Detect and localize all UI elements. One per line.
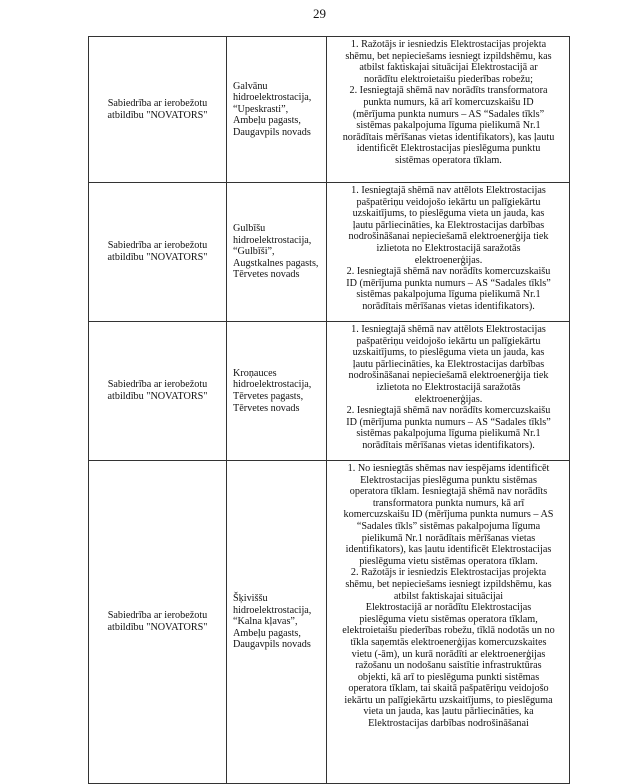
remarks-text [331,324,566,452]
object-line: Ambeļu pagasts, [233,115,301,127]
object-line: hidroelektrostacija, [233,604,312,616]
object-line: “Upeskrasti”, [233,103,289,115]
remark-line: pašpatēriņu veidojošo iekārtu un palīgiekārtu [356,335,541,347]
remark-line: norādītais mērīšanas vietas identifikators), kas ļautu [342,131,555,143]
stations-table [88,36,570,784]
remarks-text [331,39,566,167]
remark-line: 2. Iesniegtajā shēmā nav norādīts transformatora [349,85,548,97]
page-number: 29 [313,6,326,21]
remark-line: norādītais mērīšanas vietas identifikators). [362,439,535,451]
object-line: Tērvetes novads [233,269,300,281]
remark-line: identifikators), kas ļautu identificēt Elektrostacijas [345,544,552,556]
remark-line: izlietota no Elektrostacijā saražotās [376,242,521,254]
remarks-cell [327,183,570,322]
remark-line: Elektrostacijas darbības nodrošināšanai [368,718,529,730]
remark-line: Elektrostacijas pieslēguma punktu sistēmas [360,474,537,486]
remark-line: nodrošināšanai nepieciešamā elektroenerģija tiek [348,370,549,382]
company-line: Sabiedrība ar ierobežotu [107,610,208,622]
remark-line: elektroietaišu piederības robežu, tīklā nodotās un no [342,625,555,637]
remark-line: shēmu, bet nepieciešams iesniegt izpildshēmu, kas [345,578,552,590]
remark-line: objekti, kā arī to pieslēguma punkti sistēmas [357,671,540,683]
remark-line: ID (mērījuma punkta numurs – AS “Sadales tīkls” [346,416,551,428]
remark-line: pieslēguma vietu sistēmas operatora tīklam. [359,555,538,567]
company-cell [89,37,227,183]
remark-line: pielikumā Nr.1 norādītais mērīšanas vietas [361,532,536,544]
remark-line: ražošanu un nodošanu saistītie infrastruktūras [355,660,542,672]
object-cell [227,461,327,784]
remark-line: vietu (-ām), un kurā norādīti ar elektroenerģijas [351,648,546,660]
remark-line: atbilst faktiskajai situācijai Elektrostacijā ar [359,62,538,74]
table-row [89,322,570,461]
remark-line: atbilst faktiskajai situācijai [393,590,504,602]
remark-line: ļautu pārliecināties, ka Elektrostacijas darbības [352,219,545,231]
company-line: Sabiedrība ar ierobežotu [107,240,208,252]
remark-line: Elektrostacijā ar norādītu Elektrostacijas [365,602,532,614]
company-cell [89,322,227,461]
remark-line: operatora tīklam, tai skaitā pašpatēriņu veidojošo [348,683,549,695]
remark-line: tīkla saņemtās elektroenerģijas komercuzskaites [350,636,547,648]
object-line: Tērvetes pagasts, [233,391,304,402]
table-row [89,183,570,322]
company-line: Sabiedrība ar ierobežotu [107,379,208,391]
company-line: Sabiedrība ar ierobežotu [107,97,208,109]
remark-line: izlietota no Elektrostacijā saražotās [376,381,521,393]
remark-line: 1. No iesniegtās shēmas nav iespējams identificēt [347,463,550,474]
object-line: Šķiviššu [233,593,268,605]
remark-line: sistēmas pakalpojuma līguma pielikumā Nr.1 [356,428,541,440]
remark-line: “Sadales tīkls” sistēmas pakalpojuma līguma [356,520,541,532]
object-line: Gulbīšu [233,223,266,235]
remark-line: vieta un jauda, kas ļautu pārliecināties, ka [363,706,534,718]
company-cell [89,183,227,322]
object-line: Galvānu [233,80,268,92]
object-cell [227,37,327,183]
remark-line: 1. Iesniegtajā shēmā nav attēlots Elektrostacijas [351,324,546,335]
company-line: atbildību "NOVATORS" [107,252,208,263]
remark-line: transformatora punkta numurs, kā arī [372,497,525,509]
object-cell [227,322,327,461]
remark-line: 1. Iesniegtajā shēmā nav attēlots Elektrostacijas [351,185,546,196]
object-line: hidroelektrostacija, [233,379,312,391]
object-line: Daugavpils novads [233,639,311,651]
object-line: Daugavpils novads [233,126,311,138]
remark-line: pašpatēriņu veidojošo iekārtu un palīgiekārtu [356,196,541,208]
remarks-cell [327,322,570,461]
remark-line: shēmu, bet nepieciešams iesniegt izpildshēmu, kas [345,50,552,62]
object-line: Kroņauces [233,367,277,379]
remark-line: uzskaitījums, to pieslēguma vieta un jauda, kas [352,208,545,220]
remark-line: punkta numurs, kā arī komercuzskaišu ID [363,96,534,108]
remark-line: 2. Iesniegtajā shēmā nav norādīts komercuzskaišu [346,266,551,278]
object-line: Tērvetes novads [233,402,300,414]
object-line: Augstkalnes pagasts, [233,257,319,269]
remark-line: ID (mērījuma punkta numurs – AS “Sadales tīkls” [346,277,551,289]
remarks-cell [327,37,570,183]
remark-line: norādītu elektroietaišu piederības robežu; [364,73,533,85]
remark-line: sistēmas pakalpojuma līguma pielikumā Nr.1 [356,120,541,132]
object-line: “Gulbīši”, [233,246,275,258]
object-cell [227,183,327,322]
table-row [89,461,570,784]
company-line: atbildību "NOVATORS" [107,622,208,633]
remarks-cell [327,461,570,784]
company-line: atbildību "NOVATORS" [107,391,208,402]
remark-line: (mērījuma punkta numurs – AS “Sadales tīkls” [352,108,545,120]
object-line: hidroelektrostacija, [233,92,312,104]
remark-line: 2. Iesniegtajā shēmā nav norādīts komercuzskaišu [346,405,551,417]
company-cell [89,461,227,784]
object-line: “Kalna kļavas”, [233,616,298,628]
object-line: hidroelektrostacija, [233,234,312,246]
remark-line: 2. Ražotājs ir iesniedzis Elektrostacijas projekta [350,567,547,579]
table-row [89,37,570,183]
remark-line: uzskaitījums, to pieslēguma vieta un jauda, kas [352,347,545,359]
remark-line: iekārtu un palīgiekārtu uzskaitījums, to pieslēguma [344,694,553,706]
remark-line: elektroenerģijas. [414,393,483,405]
remark-line: sistēmas pakalpojuma līguma pielikumā Nr.1 [356,289,541,301]
remark-line: ļautu pārliecināties, ka Elektrostacijas darbības [352,358,545,370]
remark-line: pieslēguma vietu sistēmas operatora tīklam, [359,613,538,625]
remarks-text [331,185,566,313]
remark-line: 1. Ražotājs ir iesniedzis Elektrostacijas projekta [350,39,547,50]
remark-line: elektroenerģijas. [414,254,483,266]
remark-line: operatora tīklam. Iesniegtajā shēmā nav norādīts [349,486,548,498]
object-line: Ambeļu pagasts, [233,627,301,639]
remark-line: sistēmas operatora tīklam. [395,154,502,166]
remark-line: komercuzskaišu ID (mērījuma punkta numurs – AS [343,509,554,521]
remarks-text [331,463,566,730]
remark-line: norādītais mērīšanas vietas identifikators). [362,300,535,312]
remark-line: nodrošināšanai nepieciešamā elektroenerģija tiek [348,231,549,243]
remark-line: identificēt Elektrostacijas pieslēguma punktu [356,143,541,155]
company-line: atbildību "NOVATORS" [107,109,208,121]
